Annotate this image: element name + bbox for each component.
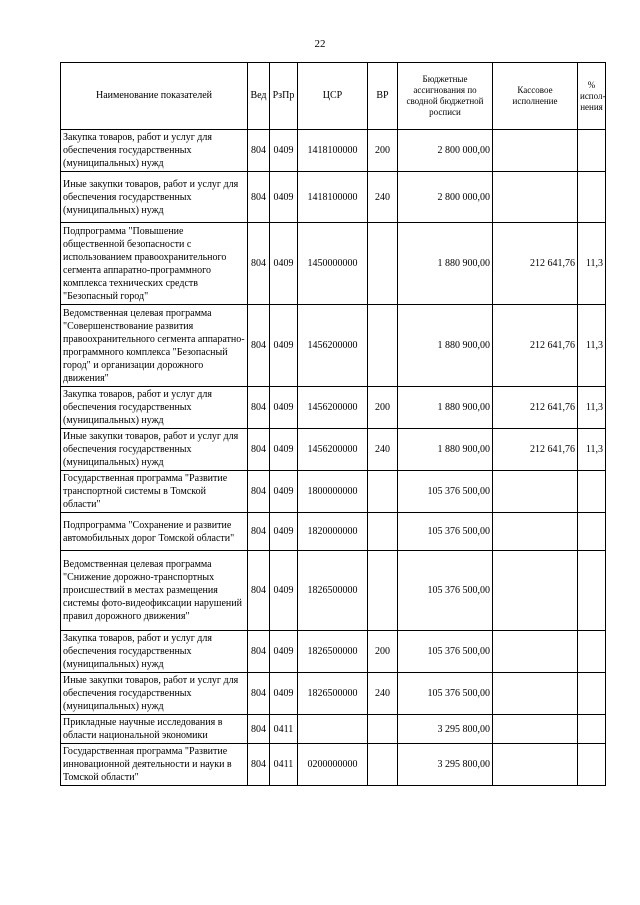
row-percent: 11,3	[578, 429, 606, 471]
row-percent: 11,3	[578, 387, 606, 429]
row-ved: 804	[248, 130, 270, 172]
table-row	[61, 130, 606, 172]
row-vr	[368, 305, 398, 387]
row-budget: 3 295 800,00	[398, 715, 493, 744]
row-percent	[578, 551, 606, 631]
row-budget: 2 800 000,00	[398, 172, 493, 223]
row-vr: 200	[368, 631, 398, 673]
row-cash: 212 641,76	[493, 223, 578, 305]
row-vr: 240	[368, 172, 398, 223]
row-percent	[578, 471, 606, 513]
row-ved: 804	[248, 631, 270, 673]
row-ved: 804	[248, 673, 270, 715]
row-name: Иные закупки товаров, работ и услуг для обеспечения государственных (муниципальных) нужд	[61, 172, 248, 223]
row-budget: 1 880 900,00	[398, 387, 493, 429]
table-row	[61, 673, 606, 715]
table-header-row	[61, 63, 606, 130]
row-percent	[578, 715, 606, 744]
row-cash: 212 641,76	[493, 387, 578, 429]
row-cash: 212 641,76	[493, 305, 578, 387]
row-ved: 804	[248, 744, 270, 786]
row-name: Закупка товаров, работ и услуг для обеспечения государственных (муниципальных) нужд	[61, 130, 248, 172]
row-percent: 11,3	[578, 305, 606, 387]
header-ved: Вед	[248, 63, 270, 130]
row-csr: 1456200000	[298, 387, 368, 429]
row-budget: 105 376 500,00	[398, 551, 493, 631]
table-row	[61, 513, 606, 551]
row-budget: 1 880 900,00	[398, 429, 493, 471]
row-cash	[493, 513, 578, 551]
row-csr	[298, 715, 368, 744]
row-name: Иные закупки товаров, работ и услуг для обеспечения государственных (муниципальных) нужд	[61, 429, 248, 471]
page-number: 22	[314, 38, 326, 50]
row-vr	[368, 551, 398, 631]
row-cash	[493, 744, 578, 786]
row-rzpr: 0409	[270, 631, 298, 673]
row-name: Государственная программа "Развитие транспортной системы в Томской области"	[61, 471, 248, 513]
table-row	[61, 715, 606, 744]
row-rzpr: 0409	[270, 305, 298, 387]
row-budget: 3 295 800,00	[398, 744, 493, 786]
row-budget: 105 376 500,00	[398, 471, 493, 513]
header-percent: % испол- нения	[578, 63, 606, 130]
row-ved: 804	[248, 715, 270, 744]
row-name: Государственная программа "Развитие инновационной деятельности и науки в Томской области"	[61, 744, 248, 786]
row-budget: 1 880 900,00	[398, 305, 493, 387]
row-csr: 0200000000	[298, 744, 368, 786]
header-cash: Кассовое исполнение	[493, 63, 578, 130]
row-rzpr: 0409	[270, 223, 298, 305]
row-csr: 1826500000	[298, 673, 368, 715]
budget-table	[60, 62, 606, 786]
row-percent	[578, 744, 606, 786]
row-cash: 212 641,76	[493, 429, 578, 471]
table-row	[61, 631, 606, 673]
row-vr	[368, 471, 398, 513]
row-rzpr: 0409	[270, 429, 298, 471]
row-ved: 804	[248, 172, 270, 223]
row-name: Ведомственная целевая программа "Снижение дорожно-транспортных происшествий в местах размещения системы фото-видеофиксации нарушений правил дорожного движения"	[61, 551, 248, 631]
table-row	[61, 172, 606, 223]
row-vr: 240	[368, 429, 398, 471]
row-rzpr: 0411	[270, 715, 298, 744]
row-csr: 1826500000	[298, 551, 368, 631]
row-percent	[578, 172, 606, 223]
table-row	[61, 471, 606, 513]
row-name: Подпрограмма "Повышение общественной безопасности с использованием правоохранительного сегмента аппаратно-программного комплекса технических средств "Безопасный город"	[61, 223, 248, 305]
header-name: Наименование показателей	[61, 63, 248, 130]
row-csr: 1820000000	[298, 513, 368, 551]
row-percent	[578, 513, 606, 551]
header-budget: Бюджетные ассигнования по сводной бюджетной росписи	[398, 63, 493, 130]
row-budget: 2 800 000,00	[398, 130, 493, 172]
row-name: Закупка товаров, работ и услуг для обеспечения государственных (муниципальных) нужд	[61, 631, 248, 673]
row-budget: 105 376 500,00	[398, 631, 493, 673]
row-ved: 804	[248, 387, 270, 429]
row-vr	[368, 744, 398, 786]
row-name: Иные закупки товаров, работ и услуг для обеспечения государственных (муниципальных) нужд	[61, 673, 248, 715]
row-vr: 240	[368, 673, 398, 715]
row-rzpr: 0409	[270, 172, 298, 223]
table-row	[61, 429, 606, 471]
row-budget: 105 376 500,00	[398, 673, 493, 715]
row-csr: 1800000000	[298, 471, 368, 513]
row-budget: 1 880 900,00	[398, 223, 493, 305]
row-cash	[493, 471, 578, 513]
row-rzpr: 0409	[270, 551, 298, 631]
table-row	[61, 744, 606, 786]
row-percent	[578, 631, 606, 673]
row-cash	[493, 172, 578, 223]
table-row	[61, 387, 606, 429]
row-ved: 804	[248, 305, 270, 387]
row-csr: 1456200000	[298, 305, 368, 387]
row-vr	[368, 513, 398, 551]
row-rzpr: 0411	[270, 744, 298, 786]
row-rzpr: 0409	[270, 130, 298, 172]
row-csr: 1826500000	[298, 631, 368, 673]
row-ved: 804	[248, 471, 270, 513]
row-percent: 11,3	[578, 223, 606, 305]
row-rzpr: 0409	[270, 471, 298, 513]
header-rzpr: РзПр	[270, 63, 298, 130]
row-cash	[493, 551, 578, 631]
row-ved: 804	[248, 223, 270, 305]
row-name: Ведомственная целевая программа "Совершенствование развития правоохранительного сегмента аппаратно-программного комплекса "Безопасный город" и организации дорожного движения"	[61, 305, 248, 387]
row-csr: 1418100000	[298, 130, 368, 172]
row-vr: 200	[368, 387, 398, 429]
table-row	[61, 223, 606, 305]
row-ved: 804	[248, 551, 270, 631]
table-row	[61, 305, 606, 387]
row-cash	[493, 673, 578, 715]
row-percent	[578, 130, 606, 172]
row-name: Прикладные научные исследования в области национальной экономики	[61, 715, 248, 744]
row-csr: 1450000000	[298, 223, 368, 305]
header-csr: ЦСР	[298, 63, 368, 130]
row-cash	[493, 715, 578, 744]
row-percent	[578, 673, 606, 715]
row-name: Закупка товаров, работ и услуг для обеспечения государственных (муниципальных) нужд	[61, 387, 248, 429]
row-vr	[368, 223, 398, 305]
row-rzpr: 0409	[270, 513, 298, 551]
row-vr: 200	[368, 130, 398, 172]
row-ved: 804	[248, 429, 270, 471]
row-name: Подпрограмма "Сохранение и развитие автомобильных дорог Томской области"	[61, 513, 248, 551]
row-cash	[493, 130, 578, 172]
row-csr: 1456200000	[298, 429, 368, 471]
row-rzpr: 0409	[270, 673, 298, 715]
row-ved: 804	[248, 513, 270, 551]
table-row	[61, 551, 606, 631]
row-rzpr: 0409	[270, 387, 298, 429]
row-budget: 105 376 500,00	[398, 513, 493, 551]
row-cash	[493, 631, 578, 673]
row-vr	[368, 715, 398, 744]
header-vr: ВР	[368, 63, 398, 130]
row-csr: 1418100000	[298, 172, 368, 223]
